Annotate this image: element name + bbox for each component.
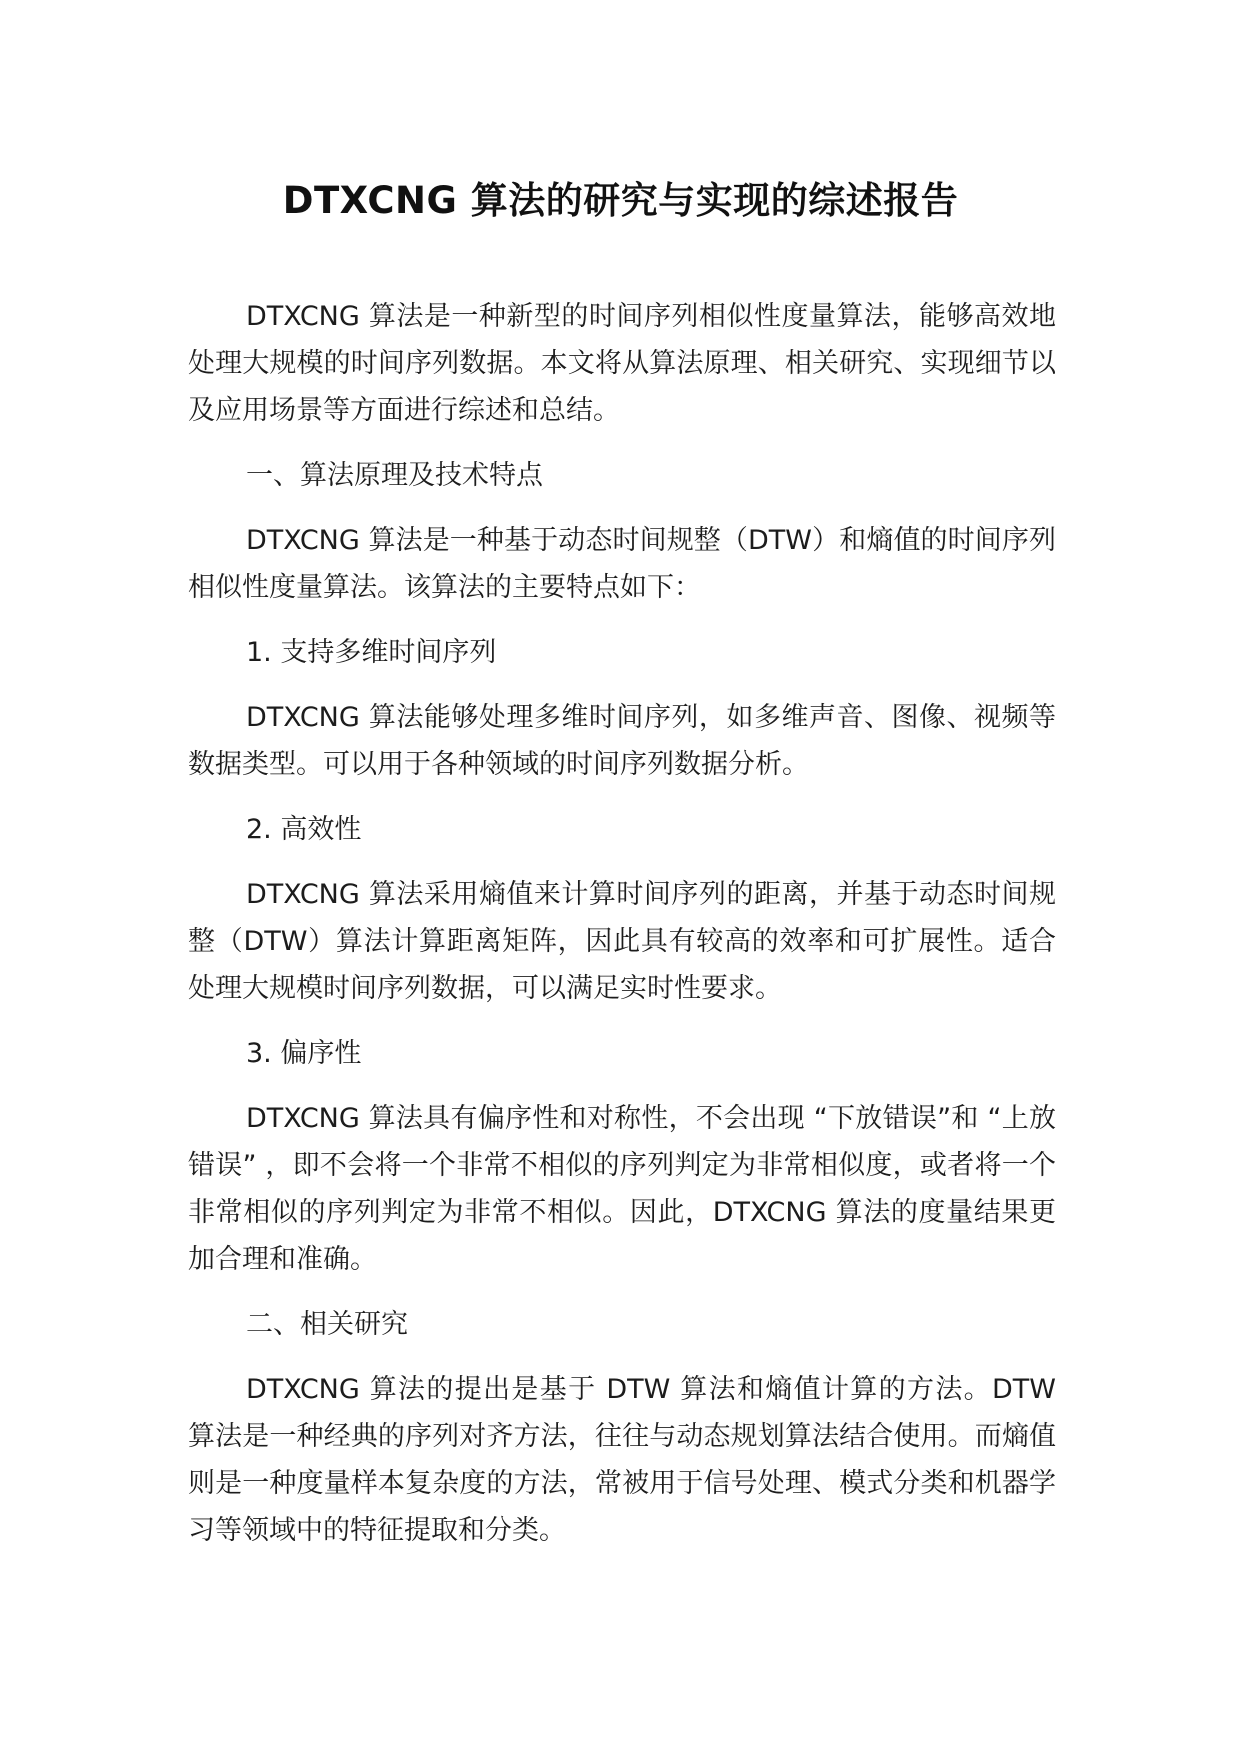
feature-heading-partial-order: 3. 偏序性: [246, 1038, 362, 1069]
section-heading-principles: 一、算法原理及技术特点: [246, 460, 543, 491]
document-body: [188, 293, 1056, 1572]
principles-paragraph: DTXCNG 算法是一种基于动态时间规整（DTW）和熵值的时间序列相似性度量算法。该算法的主要特点如下：: [188, 525, 1056, 603]
multidim-paragraph: DTXCNG 算法能够处理多维时间序列，如多维声音、图像、视频等数据类型。可以用于各种领域的时间序列数据分析。: [188, 702, 1056, 780]
section-heading-related-work: 二、相关研究: [246, 1309, 408, 1340]
efficiency-paragraph: DTXCNG 算法采用熵值来计算时间序列的距离，并基于动态时间规整（DTW）算法计算距离矩阵，因此具有较高的效率和可扩展性。适合处理大规模时间序列数据，可以满足实时性要求。: [188, 879, 1056, 1004]
document-title: DTXCNG 算法的研究与实现的综述报告: [282, 179, 959, 222]
feature-heading-multidim: 1. 支持多维时间序列: [246, 637, 497, 668]
related-work-paragraph: DTXCNG 算法的提出是基于 DTW 算法和熵值计算的方法。DTW 算法是一种经典的序列对齐方法，往往与动态规划算法结合使用。而熵值则是一种度量样本复杂度的方法，常被用于信号处理、模式分类和机器学习等领域中的特征提取和分类。: [188, 1374, 1056, 1546]
partial-order-paragraph: DTXCNG 算法具有偏序性和对称性，不会出现 “下放错误”和 “上放错误” ，即不会将一个非常不相似的序列判定为非常相似度，或者将一个非常相似的序列判定为非常不相似。因此，DTXCNG 算法的度量结果更加合理和准确。: [188, 1103, 1056, 1275]
feature-heading-efficiency: 2. 高效性: [246, 814, 362, 845]
intro-paragraph: DTXCNG 算法是一种新型的时间序列相似性度量算法，能够高效地处理大规模的时间序列数据。本文将从算法原理、相关研究、实现细节以及应用场景等方面进行综述和总结。: [188, 301, 1056, 426]
